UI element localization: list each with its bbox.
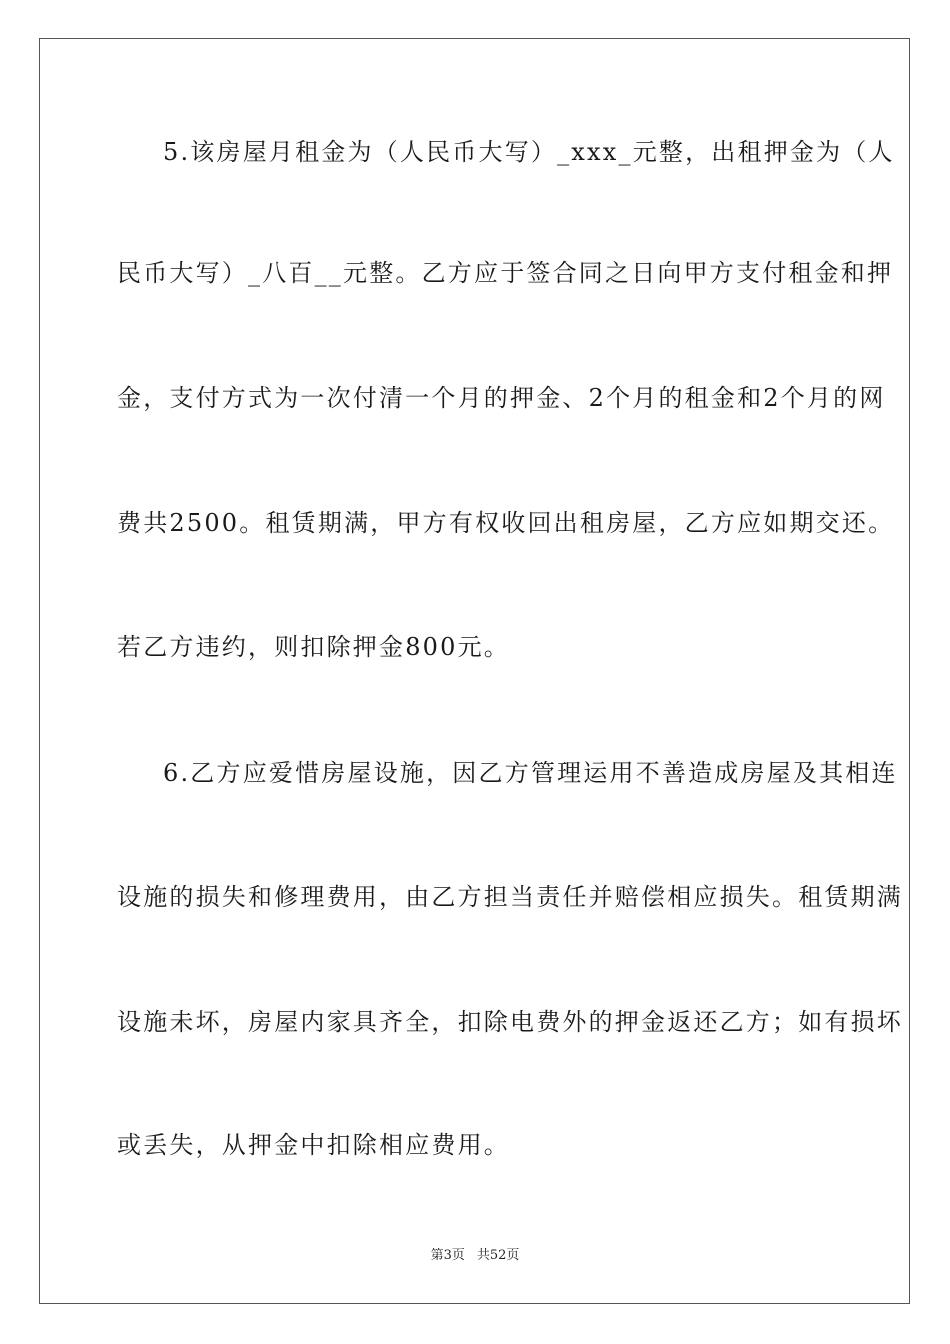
page-footer xyxy=(0,1247,950,1265)
page-number-total: 共52页 xyxy=(476,1248,520,1263)
text-line: 民币大写）_八百__元整。乙方应于签合同之日向甲方支付租金和押 xyxy=(117,259,894,287)
text-line: 6.乙方应爱惜房屋设施，因乙方管理运用不善造成房屋及其相连 xyxy=(163,759,898,787)
text-line: 费共2500。租赁期满，甲方有权收回出租房屋，乙方应如期交还。 xyxy=(117,509,895,537)
text-line: 5.该房屋月租金为（人民币大写）_xxx_元整，出租押金为（人 xyxy=(163,138,895,166)
page-number-current: 第3页 xyxy=(430,1248,465,1263)
text-line: 金，支付方式为一次付清一个月的押金、2个月的租金和2个月的网 xyxy=(117,384,886,412)
text-line: 设施未坏，房屋内家具齐全，扣除电费外的押金返还乙方；如有损坏 xyxy=(117,1008,903,1036)
text-line: 或丢失，从押金中扣除相应费用。 xyxy=(117,1131,510,1159)
text-line: 若乙方违约，则扣除押金800元。 xyxy=(117,633,511,661)
text-line: 设施的损失和修理费用，由乙方担当责任并赔偿相应损失。租赁期满 xyxy=(117,883,903,911)
page-frame xyxy=(39,38,910,1304)
